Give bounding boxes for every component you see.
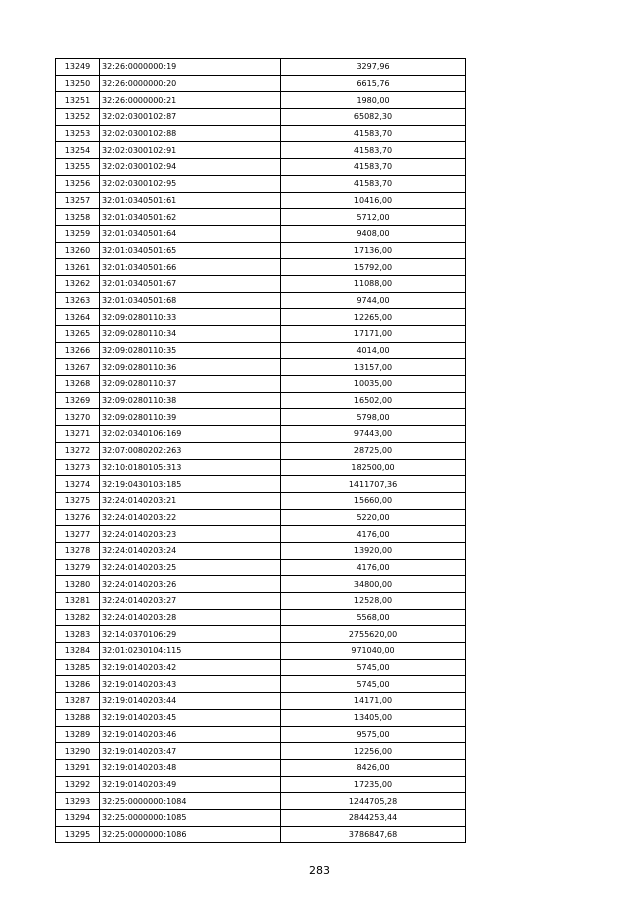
value-cell: 2844253,44	[281, 809, 466, 826]
table-row	[56, 726, 466, 743]
cadastral-number-cell: 32:26:0000000:19	[100, 59, 281, 76]
cadastral-number-cell: 32:19:0140203:48	[100, 759, 281, 776]
value-cell: 971040,00	[281, 643, 466, 660]
row-number-cell: 13258	[56, 209, 100, 226]
value-cell: 41583,70	[281, 142, 466, 159]
table-row	[56, 609, 466, 626]
value-cell: 15660,00	[281, 492, 466, 509]
value-cell: 15792,00	[281, 259, 466, 276]
row-number-cell: 13276	[56, 509, 100, 526]
cadastral-number-cell: 32:01:0340501:67	[100, 275, 281, 292]
table-row	[56, 442, 466, 459]
value-cell: 12265,00	[281, 309, 466, 326]
value-cell: 4176,00	[281, 526, 466, 543]
page-number: 283	[309, 864, 330, 877]
value-cell: 17235,00	[281, 776, 466, 793]
cadastral-number-cell: 32:19:0140203:45	[100, 709, 281, 726]
cadastral-number-cell: 32:01:0340501:64	[100, 225, 281, 242]
table-row	[56, 192, 466, 209]
row-number-cell: 13286	[56, 676, 100, 693]
cadastral-number-cell: 32:01:0230104:115	[100, 643, 281, 660]
table-row	[56, 225, 466, 242]
value-cell: 41583,70	[281, 159, 466, 176]
table-row	[56, 259, 466, 276]
cadastral-number-cell: 32:09:0280110:34	[100, 326, 281, 343]
cadastral-number-cell: 32:19:0430103:185	[100, 476, 281, 493]
row-number-cell: 13283	[56, 626, 100, 643]
cadastral-number-cell: 32:01:0340501:68	[100, 292, 281, 309]
value-cell: 3786847,68	[281, 826, 466, 843]
cadastral-number-cell: 32:19:0140203:42	[100, 659, 281, 676]
cadastral-number-cell: 32:01:0340501:66	[100, 259, 281, 276]
value-cell: 8426,00	[281, 759, 466, 776]
row-number-cell: 13268	[56, 376, 100, 393]
table-row	[56, 292, 466, 309]
row-number-cell: 13273	[56, 459, 100, 476]
row-number-cell: 13264	[56, 309, 100, 326]
cadastral-number-cell: 32:19:0140203:43	[100, 676, 281, 693]
value-cell: 10416,00	[281, 192, 466, 209]
table-row	[56, 275, 466, 292]
cadastral-number-cell: 32:24:0140203:28	[100, 609, 281, 626]
value-cell: 12528,00	[281, 593, 466, 610]
cadastral-number-cell: 32:24:0140203:24	[100, 542, 281, 559]
value-cell: 97443,00	[281, 426, 466, 443]
row-number-cell: 13284	[56, 643, 100, 660]
table-row	[56, 743, 466, 760]
table-row	[56, 125, 466, 142]
value-cell: 6615,76	[281, 75, 466, 92]
table-row	[56, 59, 466, 76]
table-row	[56, 759, 466, 776]
table-row	[56, 643, 466, 660]
value-cell: 14171,00	[281, 693, 466, 710]
cadastral-number-cell: 32:25:0000000:1085	[100, 809, 281, 826]
table-row	[56, 776, 466, 793]
table-row	[56, 793, 466, 810]
value-cell: 5712,00	[281, 209, 466, 226]
table-row	[56, 326, 466, 343]
cadastral-number-cell: 32:24:0140203:27	[100, 593, 281, 610]
table-row	[56, 409, 466, 426]
row-number-cell: 13271	[56, 426, 100, 443]
value-cell: 2755620,00	[281, 626, 466, 643]
table-row	[56, 309, 466, 326]
table-row	[56, 92, 466, 109]
value-cell: 9575,00	[281, 726, 466, 743]
cadastral-number-cell: 32:19:0140203:46	[100, 726, 281, 743]
row-number-cell: 13287	[56, 693, 100, 710]
row-number-cell: 13293	[56, 793, 100, 810]
cadastral-number-cell: 32:02:0300102:87	[100, 109, 281, 126]
value-cell: 34800,00	[281, 576, 466, 593]
row-number-cell: 13275	[56, 492, 100, 509]
row-number-cell: 13262	[56, 275, 100, 292]
value-cell: 5220,00	[281, 509, 466, 526]
table-row	[56, 376, 466, 393]
table-row	[56, 659, 466, 676]
cadastral-number-cell: 32:01:0340501:61	[100, 192, 281, 209]
table-row	[56, 142, 466, 159]
row-number-cell: 13251	[56, 92, 100, 109]
row-number-cell: 13260	[56, 242, 100, 259]
cadastral-number-cell: 32:02:0300102:95	[100, 175, 281, 192]
value-cell: 41583,70	[281, 175, 466, 192]
registry-table-body	[56, 59, 466, 843]
value-cell: 4014,00	[281, 342, 466, 359]
row-number-cell: 13272	[56, 442, 100, 459]
cadastral-number-cell: 32:07:0080202:263	[100, 442, 281, 459]
table-row	[56, 359, 466, 376]
table-row	[56, 426, 466, 443]
row-number-cell: 13261	[56, 259, 100, 276]
row-number-cell: 13277	[56, 526, 100, 543]
row-number-cell: 13291	[56, 759, 100, 776]
row-number-cell: 13254	[56, 142, 100, 159]
table-row	[56, 392, 466, 409]
cadastral-number-cell: 32:10:0180105:313	[100, 459, 281, 476]
value-cell: 13157,00	[281, 359, 466, 376]
row-number-cell: 13267	[56, 359, 100, 376]
row-number-cell: 13259	[56, 225, 100, 242]
value-cell: 1244705,28	[281, 793, 466, 810]
row-number-cell: 13266	[56, 342, 100, 359]
row-number-cell: 13289	[56, 726, 100, 743]
table-row	[56, 542, 466, 559]
row-number-cell: 13257	[56, 192, 100, 209]
row-number-cell: 13263	[56, 292, 100, 309]
table-row	[56, 809, 466, 826]
value-cell: 9408,00	[281, 225, 466, 242]
row-number-cell: 13294	[56, 809, 100, 826]
value-cell: 5745,00	[281, 676, 466, 693]
value-cell: 1411707,36	[281, 476, 466, 493]
row-number-cell: 13253	[56, 125, 100, 142]
table-row	[56, 459, 466, 476]
table-row	[56, 492, 466, 509]
table-row	[56, 626, 466, 643]
value-cell: 5568,00	[281, 609, 466, 626]
cadastral-number-cell: 32:19:0140203:47	[100, 743, 281, 760]
cadastral-number-cell: 32:09:0280110:35	[100, 342, 281, 359]
value-cell: 13920,00	[281, 542, 466, 559]
row-number-cell: 13270	[56, 409, 100, 426]
table-row	[56, 476, 466, 493]
table-row	[56, 676, 466, 693]
cadastral-number-cell: 32:09:0280110:37	[100, 376, 281, 393]
value-cell: 5798,00	[281, 409, 466, 426]
value-cell: 41583,70	[281, 125, 466, 142]
row-number-cell: 13278	[56, 542, 100, 559]
table-row	[56, 209, 466, 226]
table-row	[56, 576, 466, 593]
cadastral-number-cell: 32:02:0300102:91	[100, 142, 281, 159]
registry-table	[55, 58, 466, 843]
cadastral-number-cell: 32:19:0140203:44	[100, 693, 281, 710]
cadastral-number-cell: 32:09:0280110:33	[100, 309, 281, 326]
row-number-cell: 13274	[56, 476, 100, 493]
table-row	[56, 559, 466, 576]
value-cell: 11088,00	[281, 275, 466, 292]
table-row	[56, 509, 466, 526]
table-row	[56, 159, 466, 176]
cadastral-number-cell: 32:24:0140203:26	[100, 576, 281, 593]
table-row	[56, 709, 466, 726]
cadastral-number-cell: 32:24:0140203:25	[100, 559, 281, 576]
table-row	[56, 175, 466, 192]
cadastral-number-cell: 32:25:0000000:1084	[100, 793, 281, 810]
value-cell: 17136,00	[281, 242, 466, 259]
row-number-cell: 13265	[56, 326, 100, 343]
value-cell: 4176,00	[281, 559, 466, 576]
cadastral-number-cell: 32:24:0140203:21	[100, 492, 281, 509]
value-cell: 9744,00	[281, 292, 466, 309]
row-number-cell: 13255	[56, 159, 100, 176]
value-cell: 65082,30	[281, 109, 466, 126]
value-cell: 182500,00	[281, 459, 466, 476]
row-number-cell: 13279	[56, 559, 100, 576]
cadastral-number-cell: 32:09:0280110:36	[100, 359, 281, 376]
row-number-cell: 13269	[56, 392, 100, 409]
value-cell: 12256,00	[281, 743, 466, 760]
row-number-cell: 13281	[56, 593, 100, 610]
cadastral-number-cell: 32:09:0280110:39	[100, 409, 281, 426]
cadastral-number-cell: 32:24:0140203:23	[100, 526, 281, 543]
cadastral-number-cell: 32:26:0000000:20	[100, 75, 281, 92]
value-cell: 28725,00	[281, 442, 466, 459]
cadastral-number-cell: 32:19:0140203:49	[100, 776, 281, 793]
cadastral-number-cell: 32:24:0140203:22	[100, 509, 281, 526]
value-cell: 1980,00	[281, 92, 466, 109]
value-cell: 5745,00	[281, 659, 466, 676]
table-row	[56, 242, 466, 259]
cadastral-number-cell: 32:25:0000000:1086	[100, 826, 281, 843]
cadastral-number-cell: 32:01:0340501:62	[100, 209, 281, 226]
table-row	[56, 109, 466, 126]
row-number-cell: 13249	[56, 59, 100, 76]
row-number-cell: 13280	[56, 576, 100, 593]
cadastral-number-cell: 32:02:0300102:94	[100, 159, 281, 176]
cadastral-number-cell: 32:02:0300102:88	[100, 125, 281, 142]
table-row	[56, 826, 466, 843]
row-number-cell: 13288	[56, 709, 100, 726]
table-row	[56, 693, 466, 710]
value-cell: 17171,00	[281, 326, 466, 343]
cadastral-number-cell: 32:14:0370106:29	[100, 626, 281, 643]
row-number-cell: 13252	[56, 109, 100, 126]
cadastral-number-cell: 32:01:0340501:65	[100, 242, 281, 259]
row-number-cell: 13292	[56, 776, 100, 793]
cadastral-number-cell: 32:09:0280110:38	[100, 392, 281, 409]
table-row	[56, 342, 466, 359]
table-row	[56, 75, 466, 92]
value-cell: 10035,00	[281, 376, 466, 393]
cadastral-number-cell: 32:02:0340106:169	[100, 426, 281, 443]
value-cell: 13405,00	[281, 709, 466, 726]
cadastral-number-cell: 32:26:0000000:21	[100, 92, 281, 109]
row-number-cell: 13256	[56, 175, 100, 192]
row-number-cell: 13250	[56, 75, 100, 92]
table-row	[56, 593, 466, 610]
row-number-cell: 13290	[56, 743, 100, 760]
value-cell: 16502,00	[281, 392, 466, 409]
table-row	[56, 526, 466, 543]
row-number-cell: 13282	[56, 609, 100, 626]
row-number-cell: 13285	[56, 659, 100, 676]
value-cell: 3297,96	[281, 59, 466, 76]
row-number-cell: 13295	[56, 826, 100, 843]
